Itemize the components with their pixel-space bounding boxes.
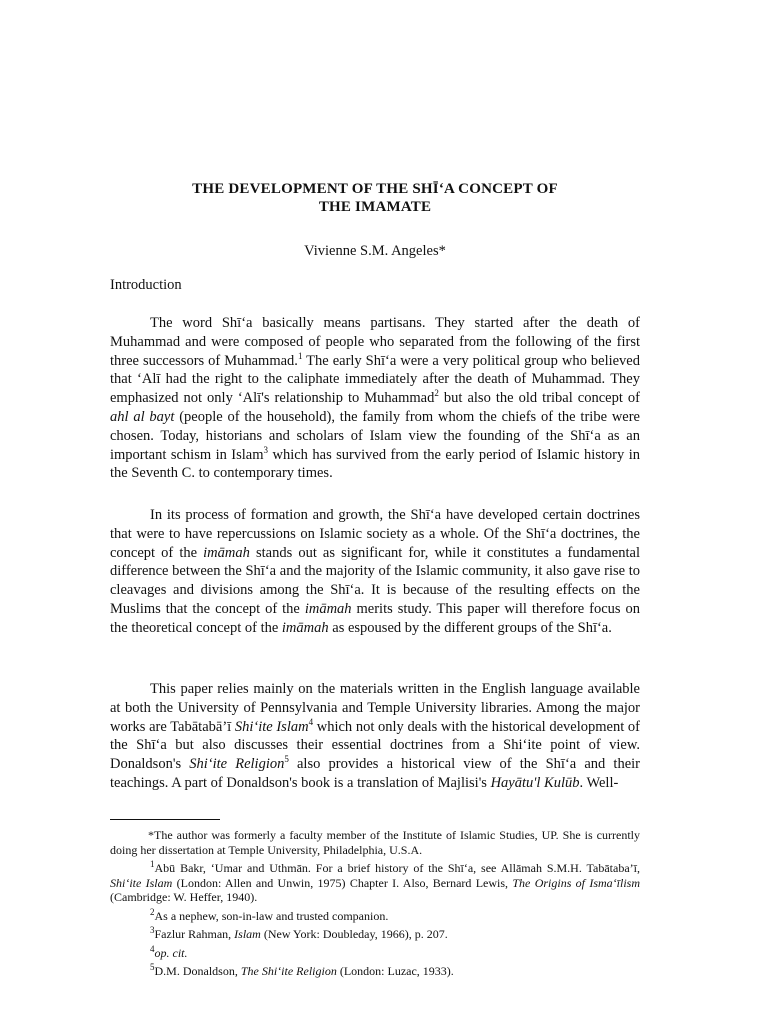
- footnote-1: [110, 861, 640, 905]
- footnote-number: 3: [150, 925, 155, 935]
- italic-title: Shi‘ite Religion: [189, 756, 285, 773]
- text-run: In its process of formation and growth, the Shī‘a have developed certain doctrines that were to have repercussions on Islamic society as a whole. Of the Shī‘a doctrines, the concept of the: [110, 507, 640, 561]
- text-run: Fazlur Rahman,: [154, 927, 235, 941]
- italic-title: Hayātu'l Kulūb: [490, 774, 580, 791]
- author-name: Vivienne S.M. Angeles*: [304, 243, 446, 259]
- italic-title: The Origins of Isma‘īlism: [512, 875, 640, 890]
- italic-term: imāmah: [281, 619, 329, 636]
- text-run: which has survived from the early period of Islamic history in the Seventh C. to contemporary times.: [110, 446, 641, 482]
- footnote-divider: [110, 819, 220, 820]
- footnote-number: 4: [150, 943, 155, 954]
- italic-title: Islam: [234, 927, 261, 941]
- italic-title: The Shi‘ite Religion: [240, 964, 337, 978]
- footnote-number: 2: [150, 906, 155, 917]
- footnote-number: 5: [150, 962, 155, 972]
- text-run: This paper relies mainly on the materials written in the English language available at both the University of Pennsylvania and Temple University libraries. Among the major works are Tabātabā’ī: [110, 681, 640, 735]
- italic-title: Shi‘ite Islam: [234, 718, 309, 735]
- italic-title: Shi‘ite Islam: [110, 875, 173, 890]
- text-run: stands out as significant for, while it constitutes a fundamental difference between the Shī‘a and the majority of the Islamic community, it also gave rise to cleavages and divisions among the Shī‘a. It is because of the resulting effects on the Muslims that the concept of the: [110, 544, 640, 617]
- footnote-ref-2: 2: [434, 388, 439, 399]
- section-heading-introduction: Introduction: [110, 277, 182, 293]
- footnote-ref-1: 1: [297, 350, 303, 361]
- footnote-ref-3: 3: [263, 444, 269, 455]
- text-run: The early Shī‘a were a very political group who believed that ‘Alī had the right to the caliphate immediately after the death of Muhammad. They emphasized not only ‘Alī's relationship to Muhammad: [110, 352, 640, 407]
- footnote-3: [110, 927, 640, 942]
- text-run: (Cambridge: W. Heffer, 1940).: [110, 890, 258, 904]
- body-paragraph-3: [110, 680, 640, 793]
- text-run: (New York: Doubleday, 1966), p. 207.: [260, 927, 448, 941]
- footnote-4: [110, 943, 640, 961]
- italic-text: op. cit.: [154, 945, 188, 960]
- text-run: also provides a historical view of the Shī‘a and their teachings. A part of Donaldson's book is a translation of Majlisi's: [110, 756, 641, 791]
- footnote-5: [110, 964, 640, 979]
- text-run: Abū Bakr, ‘Umar and Uthmān. For a brief history of the Shī‘a, see Allāmah S.M.H. Tabātaba’ī,: [154, 861, 640, 875]
- italic-term: imāmah: [304, 600, 352, 617]
- footnote-2: [110, 906, 640, 924]
- paper-title: [110, 180, 640, 216]
- text-run: but also the old tribal concept of: [438, 390, 640, 407]
- text-run: as espoused by the different groups of the Shī‘a.: [328, 619, 612, 636]
- footnote-number: 1: [150, 859, 155, 869]
- text-run: (London: Allen and Unwin, 1975) Chapter I. Also, Bernard Lewis,: [172, 875, 513, 890]
- text-run: (people of the household), the family from whom the chiefs of the tribe were chosen. Today, historians and scholars of Islam view the founding of the Shī‘a as an important schism in Islam: [110, 408, 640, 463]
- title-line-2: THE IMAMATE: [318, 199, 432, 215]
- text-run: The word Shī‘a basically means partisans. They started after the death of Muhammad and were composed of people who separated from the following of the first three successors of Muhammad.: [110, 315, 640, 369]
- text-run: . Well-: [579, 774, 619, 791]
- title-line-1: THE DEVELOPMENT OF THE SHĪ‘A CONCEPT OF: [192, 181, 558, 197]
- footnote-ref-5: 5: [284, 754, 289, 765]
- text-run: which not only deals with the historical development of the Shī‘a but also discusses their essential doctrines from a Shi‘ite point of view. Donaldson's: [110, 718, 640, 773]
- text-run: (London: Luzac, 1933).: [336, 964, 454, 978]
- footnotes: [110, 828, 640, 983]
- text-run: As a nephew, son-in-law and trusted companion.: [154, 908, 389, 923]
- footnote-star: *The author was formerly a faculty member of the Institute of Islamic Studies, UP. She is currently doing her dissertation at Temple University, Philadelphia, U.S.A.: [110, 828, 640, 857]
- body-paragraph-2: [110, 506, 640, 638]
- italic-term: imāmah: [203, 544, 250, 561]
- text-run: D.M. Donaldson,: [154, 964, 241, 978]
- text-run: merits study. This paper will therefore focus on the theoretical concept of the: [110, 600, 640, 636]
- footnote-ref-4: 4: [308, 716, 314, 727]
- italic-term: ahl al bayt: [110, 408, 175, 425]
- body-paragraph-1: [110, 314, 640, 483]
